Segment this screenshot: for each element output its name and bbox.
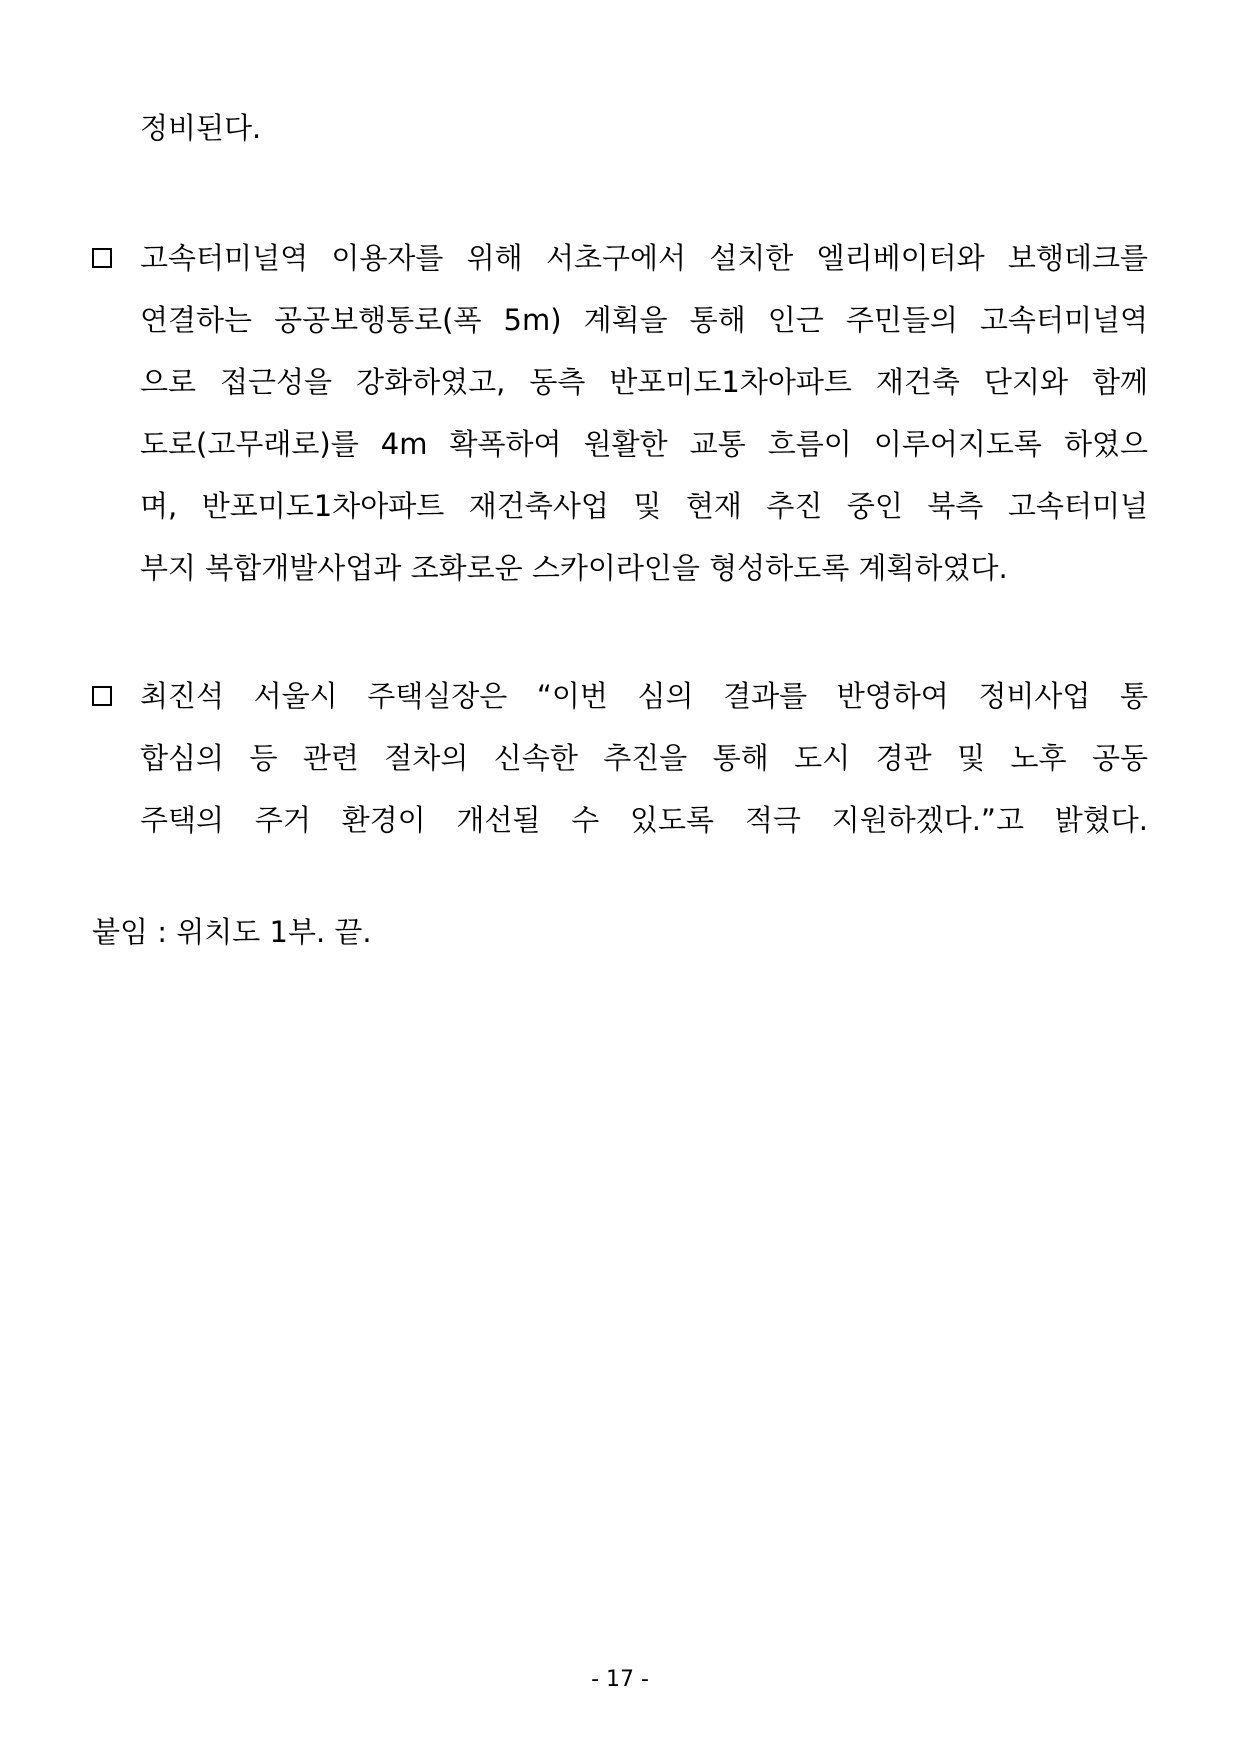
paragraph-line: 으로 접근성을 강화하였고, 동측 반포미도1차아파트 재건축 단지와 함께 bbox=[140, 365, 1148, 399]
checkbox-square-icon bbox=[92, 686, 112, 706]
paragraph-line: 며, 반포미도1차아파트 재건축사업 및 현재 추진 중인 북측 고속터미널 bbox=[140, 489, 1148, 523]
paragraph-line: 연결하는 공공보행통로(폭 5m) 계획을 통해 인근 주민들의 고속터미널역 bbox=[140, 303, 1148, 337]
paragraph-line: 고속터미널역 이용자를 위해 서초구에서 설치한 엘리베이터와 보행데크를 bbox=[140, 241, 1148, 275]
attachment-note: 붙임 : 위치도 1부. 끝. bbox=[92, 915, 372, 949]
checkbox-square-icon bbox=[92, 248, 112, 268]
intro-continuation: 정비된다. bbox=[140, 111, 262, 145]
paragraph-line: 최진석 서울시 주택실장은 “이번 심의 결과를 반영하여 정비사업 통 bbox=[140, 679, 1148, 713]
paragraph-line: 부지 복합개발사업과 조화로운 스카이라인을 형성하도록 계획하였다. bbox=[140, 551, 1008, 585]
paragraph-line: 도로(고무래로)를 4m 확폭하여 원활한 교통 흐름이 이루어지도록 하였으 bbox=[140, 427, 1148, 461]
paragraph-line: 주택의 주거 환경이 개선될 수 있도록 적극 지원하겠다.”고 밝혔다. bbox=[140, 803, 1148, 837]
paragraph-line: 합심의 등 관련 절차의 신속한 추진을 통해 도시 경관 및 노후 공동 bbox=[140, 741, 1148, 775]
page-number: - 17 - bbox=[591, 1667, 649, 1692]
